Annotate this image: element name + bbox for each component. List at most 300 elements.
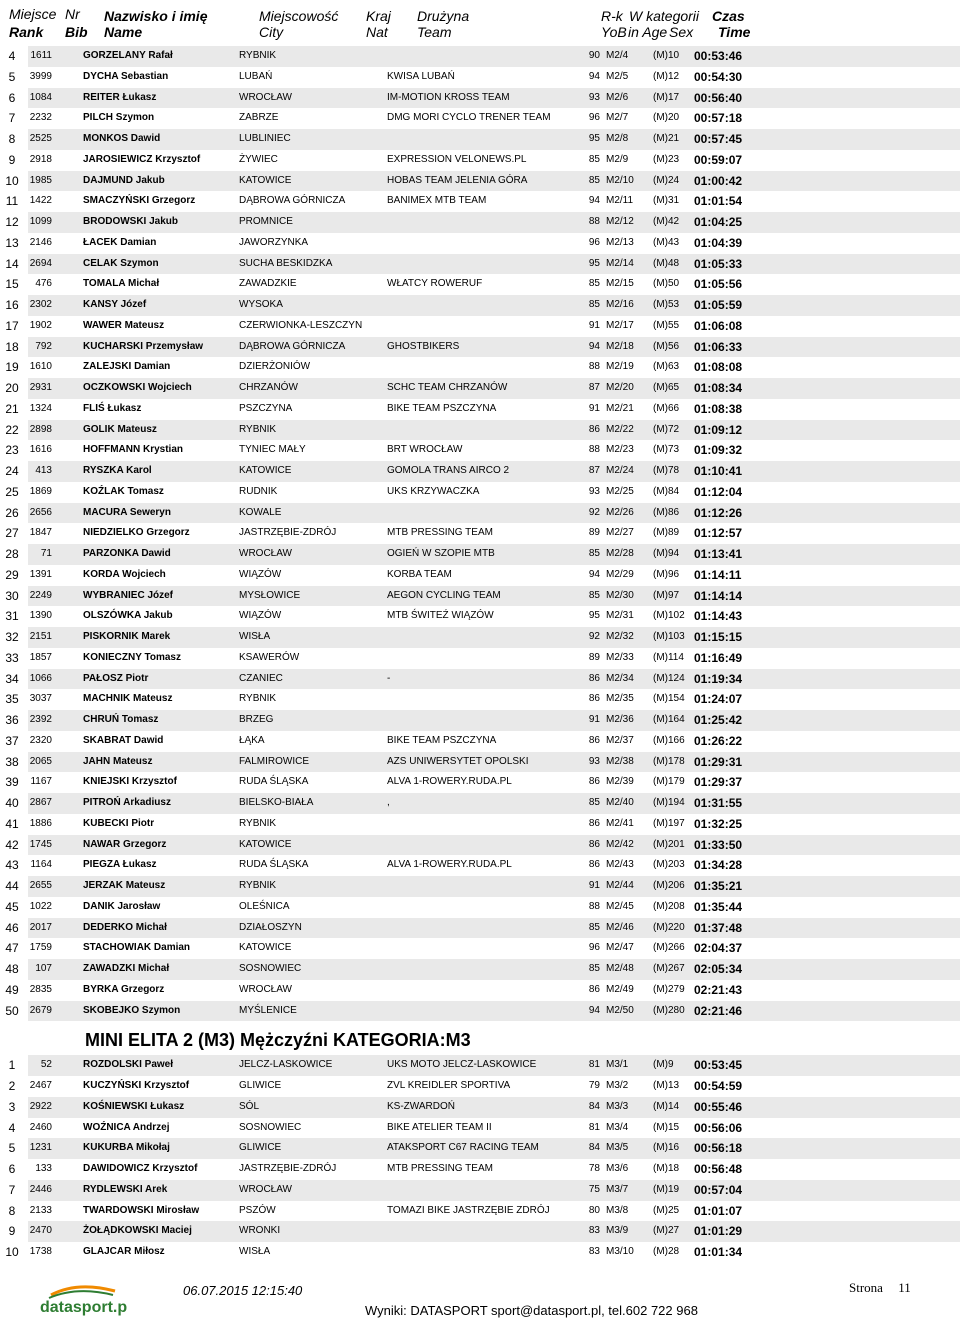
cell-bib: 2320 xyxy=(29,734,52,746)
cell-category: M2/37 xyxy=(606,734,634,746)
cell-category: M3/7 xyxy=(606,1183,629,1195)
cell-rank: 19 xyxy=(5,360,19,375)
cell-bib: 1611 xyxy=(30,50,52,61)
cell-category: M2/50 xyxy=(606,1004,634,1016)
cell-name: STACHOWIAK Damian xyxy=(83,942,191,954)
header-name-pl: Nazwisko i imię xyxy=(104,8,208,24)
cell-time: 01:25:42 xyxy=(694,713,743,727)
table-row xyxy=(5,399,960,420)
cell-city: MYSŁOWICE xyxy=(239,589,301,601)
cell-team: BIKE TEAM PSZCZYNA xyxy=(387,402,497,414)
cell-time: 00:53:46 xyxy=(694,49,743,63)
cell-city: JELCZ-LASKOWICE xyxy=(239,1059,333,1071)
cell-name: MONKOS Dawid xyxy=(83,133,161,144)
cell-name: DEDERKO Michał xyxy=(83,921,167,933)
cell-rank: 27 xyxy=(5,526,19,541)
cell-city: ŻYWIEC xyxy=(239,153,278,165)
cell-yob: 86 xyxy=(588,672,600,684)
table-row xyxy=(8,129,960,150)
cell-time: 01:37:48 xyxy=(694,920,743,935)
table-row xyxy=(5,627,960,648)
cell-yob: 87 xyxy=(588,382,600,393)
cell-bib: 1084 xyxy=(29,91,52,103)
cell-age-rank: (M)65 xyxy=(653,382,680,393)
cell-bib: 2922 xyxy=(29,1100,52,1112)
cell-rank: 8 xyxy=(8,132,16,146)
cell-name: BYRKA Grzegorz xyxy=(83,983,165,995)
cell-rank: 40 xyxy=(5,796,19,810)
cell-rank: 5 xyxy=(8,69,16,84)
cell-yob: 81 xyxy=(588,1121,600,1133)
cell-name: OCZKOWSKI Wojciech xyxy=(83,382,192,393)
cell-age-rank: (M)206 xyxy=(653,880,685,891)
cell-yob: 93 xyxy=(588,485,600,497)
cell-time: 01:01:07 xyxy=(694,1203,743,1218)
cell-rank: 18 xyxy=(5,339,19,354)
cell-rank: 39 xyxy=(5,775,19,790)
cell-category: M2/33 xyxy=(606,651,634,663)
cell-time: 01:09:12 xyxy=(694,422,743,437)
cell-name: SKOBEJKO Szymon xyxy=(83,1004,181,1016)
cell-category: M2/22 xyxy=(606,423,634,435)
cell-category: M2/5 xyxy=(606,70,629,82)
cell-name: KANSY Józef xyxy=(83,299,147,310)
cell-city: GLIWICE xyxy=(239,1080,282,1091)
cell-category: M2/31 xyxy=(606,610,634,622)
table-row xyxy=(5,959,960,980)
cell-bib: 1422 xyxy=(29,195,52,207)
cell-yob: 88 xyxy=(588,900,600,912)
cell-category: M2/43 xyxy=(606,859,634,871)
cell-age-rank: (M)48 xyxy=(653,257,680,269)
cell-team: KORBA TEAM xyxy=(387,568,452,580)
cell-yob: 86 xyxy=(588,817,600,829)
table-row xyxy=(8,1055,960,1076)
cell-age-rank: (M)56 xyxy=(653,340,680,352)
cell-city: PROMNICE xyxy=(239,216,293,227)
cell-name: WYBRANIEC Józef xyxy=(83,589,174,601)
cell-age-rank: (M)178 xyxy=(653,755,685,767)
cell-category: M3/10 xyxy=(606,1246,634,1257)
cell-yob: 91 xyxy=(588,402,600,414)
cell-name: SKABRAT Dawid xyxy=(83,734,164,746)
cell-category: M2/44 xyxy=(606,880,634,891)
cell-city: GLIWICE xyxy=(239,1142,282,1154)
cell-bib: 1745 xyxy=(29,838,52,850)
cell-yob: 94 xyxy=(588,70,600,82)
cell-bib: 1610 xyxy=(29,361,52,373)
cell-rank: 47 xyxy=(5,941,19,956)
cell-rank: 11 xyxy=(5,194,19,209)
cell-city: LUBLINIEC xyxy=(239,133,291,144)
cell-rank: 30 xyxy=(5,588,19,603)
cell-bib: 1066 xyxy=(29,672,52,684)
cell-age-rank: (M)94 xyxy=(653,548,680,559)
cell-time: 00:53:45 xyxy=(694,1058,743,1073)
cell-time: 01:12:26 xyxy=(694,505,743,520)
cell-category: M2/8 xyxy=(606,133,629,144)
cell-name: KOŚNIEWSKI Łukasz xyxy=(83,1100,185,1112)
cell-bib: 792 xyxy=(35,340,52,352)
cell-age-rank: (M)43 xyxy=(653,236,680,248)
cell-name: DYCHA Sebastian xyxy=(83,70,169,82)
cell-name: FLIŚ Łukasz xyxy=(83,402,142,414)
cell-name: ZALEJSKI Damian xyxy=(83,361,171,373)
table-row xyxy=(8,150,960,171)
cell-team: HOBAS TEAM JELENIA GÓRA xyxy=(387,174,528,186)
cell-bib: 2017 xyxy=(29,921,52,933)
cell-category: M2/32 xyxy=(606,631,634,642)
cell-rank: 8 xyxy=(8,1203,16,1218)
cell-city: JASTRZĘBIE-ZDRÓJ xyxy=(239,1163,337,1174)
cell-name: SMACZYŃSKI Grzegorz xyxy=(83,195,196,207)
table-row xyxy=(5,793,960,814)
cell-age-rank: (M)89 xyxy=(653,527,680,539)
cell-team: ATAKSPORT C67 RACING TEAM xyxy=(387,1142,539,1154)
cell-bib: 2470 xyxy=(29,1225,52,1237)
table-row xyxy=(5,772,960,793)
cell-time: 00:56:06 xyxy=(694,1120,743,1135)
cell-bib: 1324 xyxy=(29,402,52,414)
cell-time: 00:55:46 xyxy=(694,1099,743,1114)
cell-time: 00:56:48 xyxy=(694,1162,743,1176)
cell-bib: 2065 xyxy=(29,755,52,767)
footer-date: 06.07.2015 12:15:40 xyxy=(183,1283,303,1298)
cell-team: KS-ZWARDOŃ xyxy=(387,1100,455,1112)
header-time-en: Time xyxy=(718,24,751,40)
cell-team: BIKE ATELIER TEAM II xyxy=(387,1121,492,1133)
cell-time: 02:21:43 xyxy=(694,982,743,997)
table-row xyxy=(8,108,960,129)
cell-name: WAWER Mateusz xyxy=(83,319,165,331)
cell-age-rank: (M)84 xyxy=(653,485,680,497)
cell-bib: 2656 xyxy=(29,506,52,518)
cell-category: M2/36 xyxy=(606,714,634,725)
cell-bib: 1985 xyxy=(29,174,52,186)
footer-results-contact: Wyniki: DATASPORT sport@datasport.pl, tel.602 722 968 xyxy=(365,1303,698,1318)
header-team-pl: Drużyna xyxy=(417,8,470,24)
cell-yob: 93 xyxy=(588,755,600,767)
cell-rank: 20 xyxy=(5,381,19,395)
cell-yob: 95 xyxy=(588,610,600,622)
cell-team: - xyxy=(387,672,391,684)
cell-yob: 91 xyxy=(588,880,600,891)
table-row xyxy=(8,1076,960,1097)
cell-team: GOMOLA TRANS AIRCO 2 xyxy=(387,465,510,476)
cell-rank: 43 xyxy=(5,858,19,873)
cell-rank: 25 xyxy=(5,484,19,499)
cell-bib: 413 xyxy=(35,465,52,476)
cell-category: M2/48 xyxy=(606,963,634,974)
cell-team: BIKE TEAM PSZCZYNA xyxy=(387,734,497,746)
cell-time: 01:04:25 xyxy=(694,215,743,229)
cell-category: M3/1 xyxy=(606,1059,629,1071)
cell-city: MYŚLENICE xyxy=(239,1004,297,1016)
cell-bib: 52 xyxy=(40,1059,52,1071)
cell-bib: 1022 xyxy=(29,900,52,912)
cell-team: MTB ŚWITEŹ WIĄZÓW xyxy=(387,610,494,622)
cell-age-rank: (M)86 xyxy=(653,506,680,518)
cell-yob: 87 xyxy=(588,465,600,476)
cell-age-rank: (M)13 xyxy=(653,1080,680,1091)
cell-age-rank: (M)203 xyxy=(653,859,685,871)
cell-category: M2/38 xyxy=(606,755,634,767)
cell-yob: 96 xyxy=(588,112,600,124)
cell-bib: 2392 xyxy=(29,714,52,725)
table-row xyxy=(5,171,960,192)
table-row xyxy=(8,1097,960,1118)
cell-category: M2/17 xyxy=(606,319,634,331)
cell-city: BRZEG xyxy=(239,714,274,725)
cell-bib: 1738 xyxy=(29,1246,52,1257)
cell-time: 00:56:18 xyxy=(694,1141,743,1156)
cell-bib: 1167 xyxy=(30,776,52,788)
cell-name: PIEGZA Łukasz xyxy=(83,859,157,871)
cell-city: SOSNOWIEC xyxy=(239,963,302,974)
cell-rank: 15 xyxy=(5,277,19,292)
cell-bib: 1616 xyxy=(29,444,52,456)
cell-age-rank: (M)179 xyxy=(653,776,685,788)
cell-yob: 83 xyxy=(588,1246,600,1257)
datasport-logo xyxy=(37,1283,127,1317)
cell-age-rank: (M)17 xyxy=(653,91,680,103)
cell-team: WŁATCY ROWERUF xyxy=(387,278,483,290)
cell-city: PSZCZYNA xyxy=(239,402,293,414)
cell-yob: 88 xyxy=(588,216,600,227)
cell-name: KUKURBA Mikołaj xyxy=(83,1142,170,1154)
cell-rank: 49 xyxy=(5,982,19,997)
cell-name: GLAJCAR Miłosz xyxy=(83,1246,165,1257)
cell-city: RUDA ŚLĄSKA xyxy=(239,776,309,788)
results-header xyxy=(0,0,960,44)
table-row xyxy=(5,212,960,233)
cell-rank: 44 xyxy=(5,879,19,893)
cell-rank: 31 xyxy=(5,609,19,624)
header-cat-pl: W kategorii xyxy=(629,8,700,24)
cell-city: WYSOKA xyxy=(239,299,283,310)
cell-yob: 94 xyxy=(588,195,600,207)
cell-category: M2/29 xyxy=(606,568,634,580)
cell-city: FALMIROWICE xyxy=(239,755,310,767)
cell-category: M2/25 xyxy=(606,485,634,497)
cell-rank: 36 xyxy=(5,713,19,727)
cell-category: M2/39 xyxy=(606,776,634,788)
header-city-en: City xyxy=(259,24,284,40)
cell-yob: 96 xyxy=(588,942,600,954)
table-row xyxy=(5,814,960,835)
cell-city: CZANIEC xyxy=(239,672,283,684)
cell-name: DANIK Jarosław xyxy=(83,900,161,912)
cell-category: M2/46 xyxy=(606,921,634,933)
cell-rank: 2 xyxy=(8,1079,16,1093)
cell-name: PITROŃ Arkadiusz xyxy=(83,797,171,808)
cell-age-rank: (M)19 xyxy=(653,1183,680,1195)
cell-yob: 80 xyxy=(588,1204,600,1216)
header-nat-pl: Kraj xyxy=(366,8,391,24)
cell-city: DĄBROWA GÓRNICZA xyxy=(239,340,346,352)
header-nat-en: Nat xyxy=(366,24,388,40)
cell-city: ŁĄKA xyxy=(239,734,265,746)
cell-rank: 46 xyxy=(5,920,19,935)
cell-bib: 2460 xyxy=(29,1121,52,1133)
cell-name: NAWAR Grzegorz xyxy=(83,838,167,850)
cell-name: TOMALA Michał xyxy=(83,278,160,290)
cell-category: M2/34 xyxy=(606,672,634,684)
cell-category: M2/24 xyxy=(606,465,634,476)
cell-team: AZS UNIWERSYTET OPOLSKI xyxy=(387,755,529,767)
cell-team: MTB PRESSING TEAM xyxy=(387,1163,493,1174)
table-row xyxy=(8,1118,960,1139)
cell-time: 01:16:49 xyxy=(694,650,743,665)
header-rank-en: Rank xyxy=(9,24,44,40)
cell-time: 01:32:25 xyxy=(694,816,743,831)
cell-rank: 41 xyxy=(5,816,19,831)
cell-bib: 1391 xyxy=(29,568,52,580)
cell-yob: 91 xyxy=(588,319,600,331)
cell-yob: 86 xyxy=(588,838,600,850)
cell-yob: 88 xyxy=(588,361,600,373)
cell-city: LUBAŃ xyxy=(239,70,273,82)
cell-team: GHOSTBIKERS xyxy=(387,340,460,352)
cell-category: M2/4 xyxy=(606,50,629,61)
cell-time: 02:04:37 xyxy=(694,941,743,956)
cell-name: ŁACEK Damian xyxy=(83,236,157,248)
cell-name: JAROSIEWICZ Krzysztof xyxy=(83,153,201,165)
table-row xyxy=(5,544,960,565)
cell-team: DMG MORI CYCLO TRENER TEAM xyxy=(387,112,551,124)
cell-team: ALVA 1-ROWERY.RUDA.PL xyxy=(387,859,512,871)
cell-yob: 92 xyxy=(588,631,600,642)
cell-category: M2/7 xyxy=(606,112,629,124)
cell-time: 01:04:39 xyxy=(694,235,743,250)
cell-bib: 71 xyxy=(40,548,52,559)
cell-rank: 10 xyxy=(5,173,19,188)
cell-age-rank: (M)201 xyxy=(653,838,685,850)
cell-age-rank: (M)114 xyxy=(653,651,684,663)
cell-bib: 2898 xyxy=(29,423,52,435)
table-row xyxy=(8,1138,960,1159)
cell-time: 01:13:41 xyxy=(694,547,743,561)
header-sex-en: Sex xyxy=(669,24,694,40)
cell-city: JAWORZYNKA xyxy=(239,236,309,248)
cell-time: 00:57:18 xyxy=(694,111,743,126)
table-row xyxy=(5,586,960,607)
cell-city: WRONKI xyxy=(239,1225,281,1237)
table-row xyxy=(5,482,960,503)
cell-city: WROCŁAW xyxy=(239,91,292,103)
cell-age-rank: (M)78 xyxy=(653,465,680,476)
cell-yob: 85 xyxy=(588,921,600,933)
cell-age-rank: (M)208 xyxy=(653,900,685,912)
cell-age-rank: (M)102 xyxy=(653,610,685,622)
table-row xyxy=(5,648,960,669)
table-row xyxy=(5,233,960,254)
cell-rank: 9 xyxy=(8,152,16,167)
cell-rank: 22 xyxy=(5,422,19,437)
cell-category: M2/19 xyxy=(606,361,634,373)
cell-name: BRODOWSKI Jakub xyxy=(83,216,179,227)
cell-rank: 12 xyxy=(5,215,19,229)
cell-category: M3/5 xyxy=(606,1142,629,1154)
cell-name: PAŁOSZ Piotr xyxy=(83,672,149,684)
cell-category: M2/20 xyxy=(606,382,634,393)
table-row xyxy=(5,731,960,752)
cell-city: SÓL xyxy=(239,1100,260,1112)
cell-time: 01:05:33 xyxy=(694,256,743,271)
cell-time: 01:01:34 xyxy=(694,1245,743,1259)
cell-time: 01:12:04 xyxy=(694,484,743,499)
cell-city: ZABRZE xyxy=(239,112,279,124)
cell-category: M2/21 xyxy=(606,402,634,414)
cell-yob: 85 xyxy=(588,299,600,310)
cell-team: BANIMEX MTB TEAM xyxy=(387,195,487,207)
cell-rank: 14 xyxy=(5,256,19,271)
cell-bib: 2694 xyxy=(29,257,52,269)
cell-name: CELAK Szymon xyxy=(83,257,159,269)
cell-category: M2/11 xyxy=(606,195,634,207)
cell-city: WIĄZÓW xyxy=(239,568,282,580)
cell-category: M2/30 xyxy=(606,589,634,601)
table-row xyxy=(5,710,960,731)
cell-team: ALVA 1-ROWERY.RUDA.PL xyxy=(387,776,512,788)
results-rows-m3 xyxy=(5,1055,960,1263)
table-row xyxy=(5,980,960,1001)
cell-age-rank: (M)266 xyxy=(653,942,685,954)
header-team-en: Team xyxy=(417,24,452,40)
cell-time: 01:08:34 xyxy=(694,381,743,395)
cell-name: PILCH Szymon xyxy=(83,112,155,124)
cell-name: CHRUŃ Tomasz xyxy=(83,714,159,725)
table-row xyxy=(5,420,960,441)
cell-bib: 1164 xyxy=(30,859,52,871)
cell-age-rank: (M)280 xyxy=(653,1004,685,1016)
header-city-pl: Miejscowość xyxy=(259,8,339,24)
cell-category: M2/16 xyxy=(606,299,634,310)
table-row xyxy=(5,337,960,358)
cell-yob: 89 xyxy=(588,651,600,663)
table-row xyxy=(8,88,960,109)
cell-yob: 85 xyxy=(588,548,600,559)
cell-category: M2/42 xyxy=(606,838,634,850)
cell-city: JASTRZĘBIE-ZDRÓJ xyxy=(239,527,337,539)
cell-name: GORZELANY Rafał xyxy=(83,50,173,61)
cell-rank: 23 xyxy=(5,443,19,458)
cell-city: RYBNIK xyxy=(239,693,277,705)
cell-city: SOSNOWIEC xyxy=(239,1121,302,1133)
cell-city: DZIAŁOSZYN xyxy=(239,921,302,933)
cell-category: M2/40 xyxy=(606,797,634,808)
cell-name: KUCHARSKI Przemysław xyxy=(83,340,204,352)
cell-name: KORDA Wojciech xyxy=(83,568,166,580)
cell-age-rank: (M)63 xyxy=(653,361,680,373)
cell-age-rank: (M)31 xyxy=(653,195,680,207)
cell-category: M2/18 xyxy=(606,340,634,352)
cell-time: 02:21:46 xyxy=(694,1003,743,1018)
cell-time: 01:06:33 xyxy=(694,339,743,354)
cell-time: 01:01:29 xyxy=(694,1224,743,1239)
cell-time: 01:09:32 xyxy=(694,443,743,458)
cell-name: DAWIDOWICZ Krzysztof xyxy=(83,1163,198,1174)
header-cat-en: in Age xyxy=(628,24,668,40)
table-row xyxy=(5,918,960,939)
cell-age-rank: (M)154 xyxy=(653,693,685,705)
cell-bib: 1390 xyxy=(29,610,52,622)
cell-time: 01:33:50 xyxy=(694,837,743,852)
cell-age-rank: (M)124 xyxy=(653,672,685,684)
results-table xyxy=(5,46,960,1263)
cell-age-rank: (M)27 xyxy=(653,1225,680,1237)
cell-time: 00:54:30 xyxy=(694,69,743,84)
